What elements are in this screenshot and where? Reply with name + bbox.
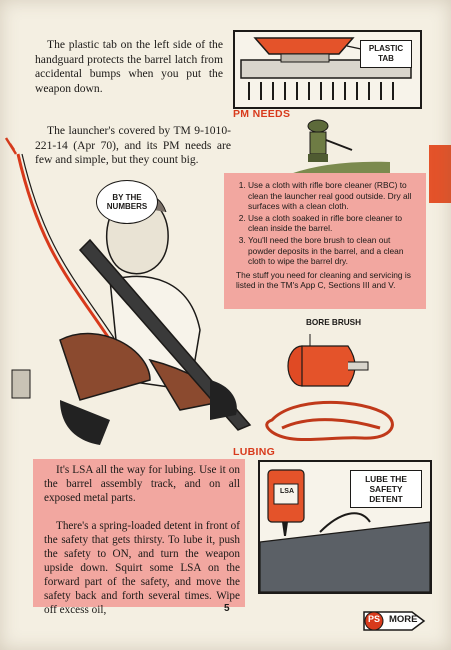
cleaning-steps-box [224, 173, 426, 309]
side-edge-tab [429, 145, 451, 203]
cleaning-step: 1. Use a cloth with rifle bore cleaner (RBC) to clean the launcher real good outside. Dry all surfaces with a clean cloth. [248, 180, 418, 212]
pm-needs-heading: PM NEEDS [233, 108, 291, 120]
pm-needs-paragraph: The launcher's covered by TM 9-1010-221-14 (Apr 70), and its PM needs are few and simple, but they count big. [35, 124, 231, 167]
lubing-paragraph-2: There's a spring-loaded detent in front of the safety that gets thirsty. To lube it, push the safety to ON, and turn the weapon upside down. Squirt some LSA on the forward part of the safety, and move the safety back and forth several times. Wipe off excess oil, [44, 520, 240, 616]
lube-safety-detent-label: LUBE THE SAFETY DETENT [350, 470, 422, 508]
lube-safety-detent-illustration [258, 460, 432, 594]
bore-brush-label: BORE BRUSH [306, 318, 362, 327]
ps-logo: PS [368, 614, 381, 624]
bore-brush-drawing [262, 328, 412, 454]
cleaning-step: 2. Use a cloth soaked in rifle bore cleaner to clean inside the barrel. [248, 213, 418, 234]
cleaning-step: 3. You'll need the bore brush to clean out powder deposits in the barrel, and a clean cloth to wipe the barrel dry. [248, 235, 418, 267]
lubing-heading: LUBING [233, 446, 276, 458]
plastic-tab-label: PLASTIC TAB [360, 40, 412, 68]
soldier-kneeling-drawing [290, 112, 390, 176]
plastic-tab-illustration [233, 30, 422, 109]
lubing-paragraph-1: It's LSA all the way for lubing. Use it on the barrel assembly track, and on all exposed metal parts. [44, 464, 240, 504]
bottle-label: LSA [280, 488, 294, 495]
speech-bubble: BY THE NUMBERS [96, 180, 158, 224]
page-number: 5 [224, 603, 230, 614]
more-indicator: MORE [389, 614, 418, 625]
supplies-note: The stuff you need for cleaning and servicing is listed in the TM's App C, Sections III and V. [236, 269, 411, 291]
cleaning-steps-list [236, 180, 418, 267]
intro-paragraph: The plastic tab on the left side of the handguard protects the barrel latch from accidental bumps when you put the weapon down. [35, 38, 223, 95]
